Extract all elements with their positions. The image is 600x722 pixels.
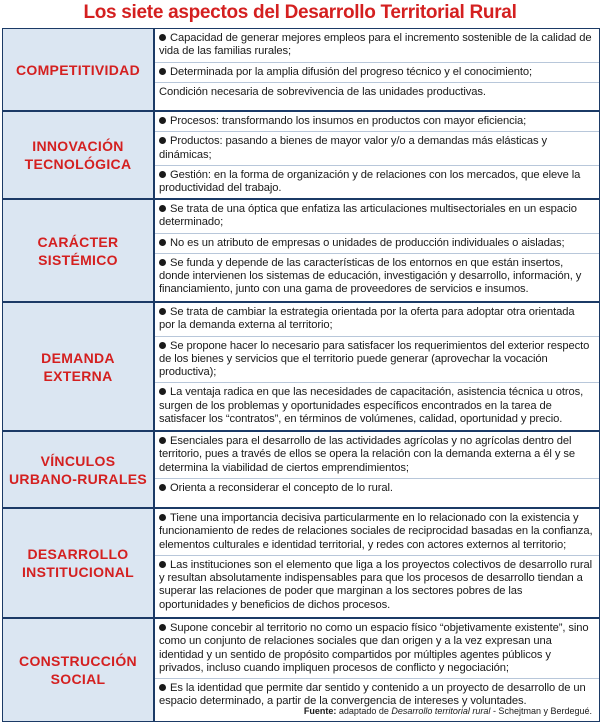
detail-text: No es un atributo de empresas o unidades de producción individuales o aisladas; [170,236,565,249]
detail-text: Condición necesaria de sobrevivencia de las unidades productivas. [159,85,486,98]
bullet-icon [159,34,166,41]
aspect-label-line: SOCIAL [50,671,106,687]
source-work: Desarrollo territorial rural [391,706,491,716]
aspect-label-line: DEMANDA [41,349,115,366]
detail-item [155,132,599,166]
detail-item [155,63,599,83]
detail-item [155,432,599,479]
aspect-details [153,200,599,301]
detail-item [155,254,599,300]
bullet-icon [159,137,166,144]
detail-item [155,234,599,254]
aspect-label [3,112,153,198]
aspect-details [153,432,599,507]
bullet-icon [159,437,166,444]
bullet-icon [159,308,166,315]
detail-text: Se trata de una óptica que enfatiza las articulaciones multisectoriales en un espacio determinado; [159,203,577,229]
source-note [304,706,592,716]
detail-text: Gestión: en la forma de organización y de relaciones con los mercados, que eleve la productividad del trabajo. [159,168,581,195]
source-suffix: - Schejtman y Berdegué. [490,706,592,716]
detail-text: Es la identidad que permite dar sentido y contenido a un proyecto de desarrollo de un espacio determinado, a partir de la convergencia de intereses y voluntades. [159,682,586,708]
bullet-icon [159,514,166,521]
aspect-label [3,509,153,617]
bullet-icon [159,388,166,395]
detail-text: Las instituciones son el elemento que liga a los proyectos colectivos de desarrollo rural y resultan absolutamente indispensables para que los procesos de desarrollo tiendan a superar las relaciones de poder que marginan a los sectores pobres de las oportunidades y beneficios de dichos procesos. [159,558,593,611]
aspect-row [3,303,599,432]
bullet-icon [159,624,166,631]
detail-text: Determinada por la amplia difusión del progreso técnico y el conocimiento; [170,65,532,78]
detail-text: Capacidad de generar mejores empleos para el incremento sostenible de la calidad de vida de las familias rurales; [159,32,592,58]
aspect-row [3,509,599,619]
detail-item [155,166,599,199]
aspect-label-line: TECNOLÓGICA [24,156,132,172]
aspect-details [153,29,599,110]
detail-text: Se trata de cambiar la estrategia orientada por la oferta para adoptar otra orientada por la demanda externa al territorio; [159,306,575,332]
detail-text: Productos: pasando a bienes de mayor valor y/o a demandas más elásticas y dinámicas; [159,135,548,161]
aspect-label-line: URBANO-RURALES [9,470,147,487]
source-prefix: adaptado de [336,706,392,716]
bullet-icon [159,342,166,349]
bullet-icon [159,117,166,124]
aspect-label-line: VÍNCULOS [40,452,116,469]
bullet-icon [159,239,166,246]
detail-item [155,556,599,615]
aspect-label-line: INSTITUCIONAL [21,564,134,580]
aspect-label-line: INNOVACIÓN [32,138,124,154]
bullet-icon [159,68,166,75]
detail-text: Se funda y depende de las características de los entornos en que están insertos, donde intervienen los sistemas de educación, investigación y desarrollo, información, y financiamiento, junto con una gama de proveedores de servicios e insumos. [159,256,582,296]
aspect-row [3,29,599,112]
aspect-label-line: CONSTRUCCIÓN [19,653,137,669]
bullet-icon [159,259,166,266]
aspect-row [3,112,599,200]
aspect-label [3,200,153,301]
bullet-icon [159,205,166,212]
detail-item [155,383,599,429]
aspect-label-line: EXTERNA [43,367,113,384]
aspect-label [3,303,153,430]
detail-text: Orienta a reconsiderar el concepto de lo rural. [170,481,393,494]
bullet-icon [159,684,166,691]
aspect-details [153,509,599,617]
detail-text: La ventaja radica en que las necesidades de capacitación, asistencia técnica u otros, surgen de los problemas y oportunidades específicos encontrados en la tarea de satisfacer los “contratos”, en términos de volúmenes, calidad, oportunidad y precio. [159,386,584,426]
detail-item [155,337,599,384]
bullet-icon [159,484,166,491]
aspect-label-line: SISTÉMICO [38,251,118,268]
aspect-row [3,200,599,303]
aspect-label-line: COMPETITIVIDAD [16,61,140,78]
aspects-table [2,28,600,722]
detail-item [155,200,599,234]
detail-item [155,509,599,556]
aspect-details [153,303,599,430]
detail-text: Supone concebir al territorio no como un espacio físico “objetivamente existente”, sino como un conjunto de relaciones sociales que dan origen y a la vez expresan una identidad y un sentido de propósito compartidos por múltiples agentes públicos y privados, incluso cuando impliquen procesos de conflicto y negociación; [159,622,589,674]
detail-text: Esenciales para el desarrollo de las actividades agrícolas y no agrícolas dentro del territorio, pues a través de ellos se opera la relación con la demanda externa a él y se determina la viabilidad de ciertos emprendimientos; [159,435,575,474]
bullet-icon [159,171,166,178]
detail-text: Tiene una importancia decisiva particularmente en lo relacionado con la existencia y funcionamiento de redes de relaciones sociales de reciprocidad basadas en la confianza, elementos culturales e identidad territorial, y redes con actores externos al territorio; [159,512,593,551]
aspect-label-line: CARÁCTER [37,233,119,250]
detail-text: Se propone hacer lo necesario para satisfacer los requerimientos del exterior respecto de los bienes y servicios que el territorio puede generar (aprovechar la vocación productiva); [159,339,590,379]
detail-item [155,83,599,102]
aspect-label [3,432,153,507]
page-title: Los siete aspectos del Desarrollo Territorial Rural [83,2,517,23]
source-label: Fuente: [303,706,337,716]
detail-item [155,112,599,132]
aspect-label [3,29,153,110]
aspect-row [3,432,599,509]
detail-item [155,619,599,679]
detail-item [155,29,599,63]
detail-item [155,303,599,337]
aspect-details [153,112,599,198]
detail-item [155,479,599,498]
aspect-label [3,619,153,721]
aspect-label-line: DESARROLLO [27,546,129,562]
detail-text: Procesos: transformando los insumos en productos con mayor eficiencia; [170,115,527,127]
bullet-icon [159,561,166,568]
